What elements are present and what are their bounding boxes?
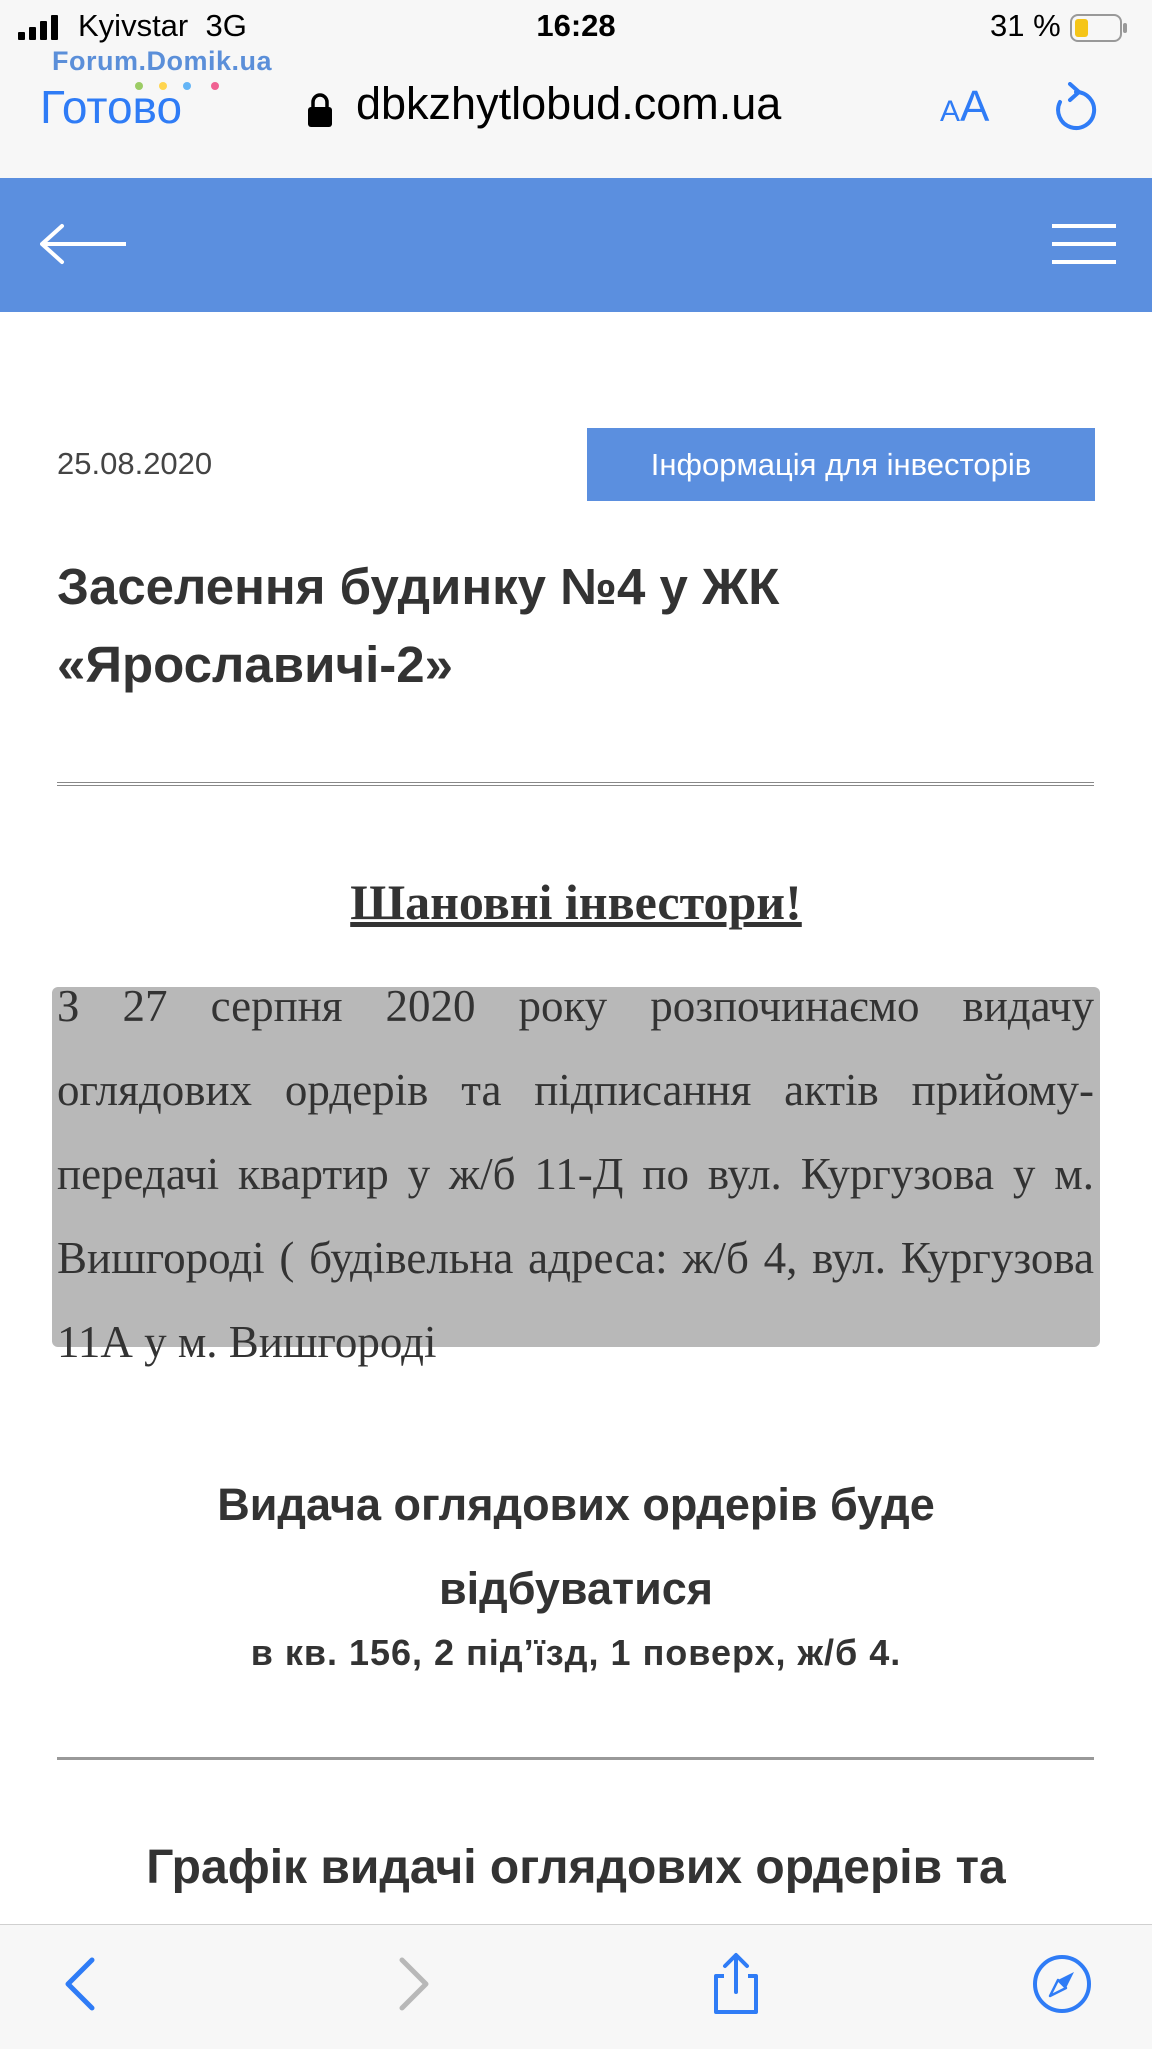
issue-location: в кв. 156, 2 під’їзд, 1 поверх, ж/б 4. (250, 1632, 902, 1673)
divider (57, 1757, 1094, 1760)
announcement-paragraph: З 27 серпня 2020 року розпочинаємо видачу оглядових ордерів та підписання актів прийому-передачі квартир у ж/б 11-Д по вул. Кургузова у м. Вишгороді ( будівельна адреса: ж/б 4, вул. Кургузова 11А у м. Вишгороді (57, 981, 1094, 1367)
issue-heading: Видача оглядових ордерів буде відбуватися (217, 1479, 935, 1614)
url-field[interactable]: dbkzhytlobud.com.ua (356, 78, 782, 129)
watermark: Forum.Domik.ua (52, 46, 273, 76)
battery-icon (1070, 14, 1128, 42)
battery-percent: 31 % (990, 8, 1061, 43)
clock: 16:28 (536, 8, 616, 43)
hamburger-menu-icon[interactable] (1052, 222, 1116, 266)
compass-icon[interactable] (1030, 1952, 1094, 2016)
divider (57, 782, 1094, 786)
greeting-heading: Шановні інвестори! (350, 874, 802, 930)
browser-toolbar (0, 1924, 1152, 2049)
lock-icon (307, 92, 333, 128)
share-icon[interactable] (704, 1952, 768, 2016)
text-size-big-label: A (960, 82, 990, 131)
arrow-left-icon[interactable] (40, 222, 128, 266)
done-button[interactable]: Готово (40, 81, 183, 133)
page-title: Заселення будинку №4 у ЖК «Ярославичі-2» (57, 558, 780, 693)
reload-icon[interactable] (1052, 82, 1100, 136)
site-header (0, 178, 1152, 312)
text-size-button[interactable] (940, 82, 989, 132)
chevron-right-icon[interactable] (378, 1952, 442, 2016)
text-size-small-label: A (940, 95, 961, 128)
post-date: 25.08.2020 (57, 446, 213, 481)
chevron-left-icon[interactable] (52, 1952, 116, 2016)
carrier-label: Kyivstar 3G (78, 8, 247, 43)
category-tag[interactable]: Інформація для інвесторів (587, 428, 1095, 501)
schedule-heading: Графік видачі оглядових ордерів та (146, 1841, 1006, 1894)
